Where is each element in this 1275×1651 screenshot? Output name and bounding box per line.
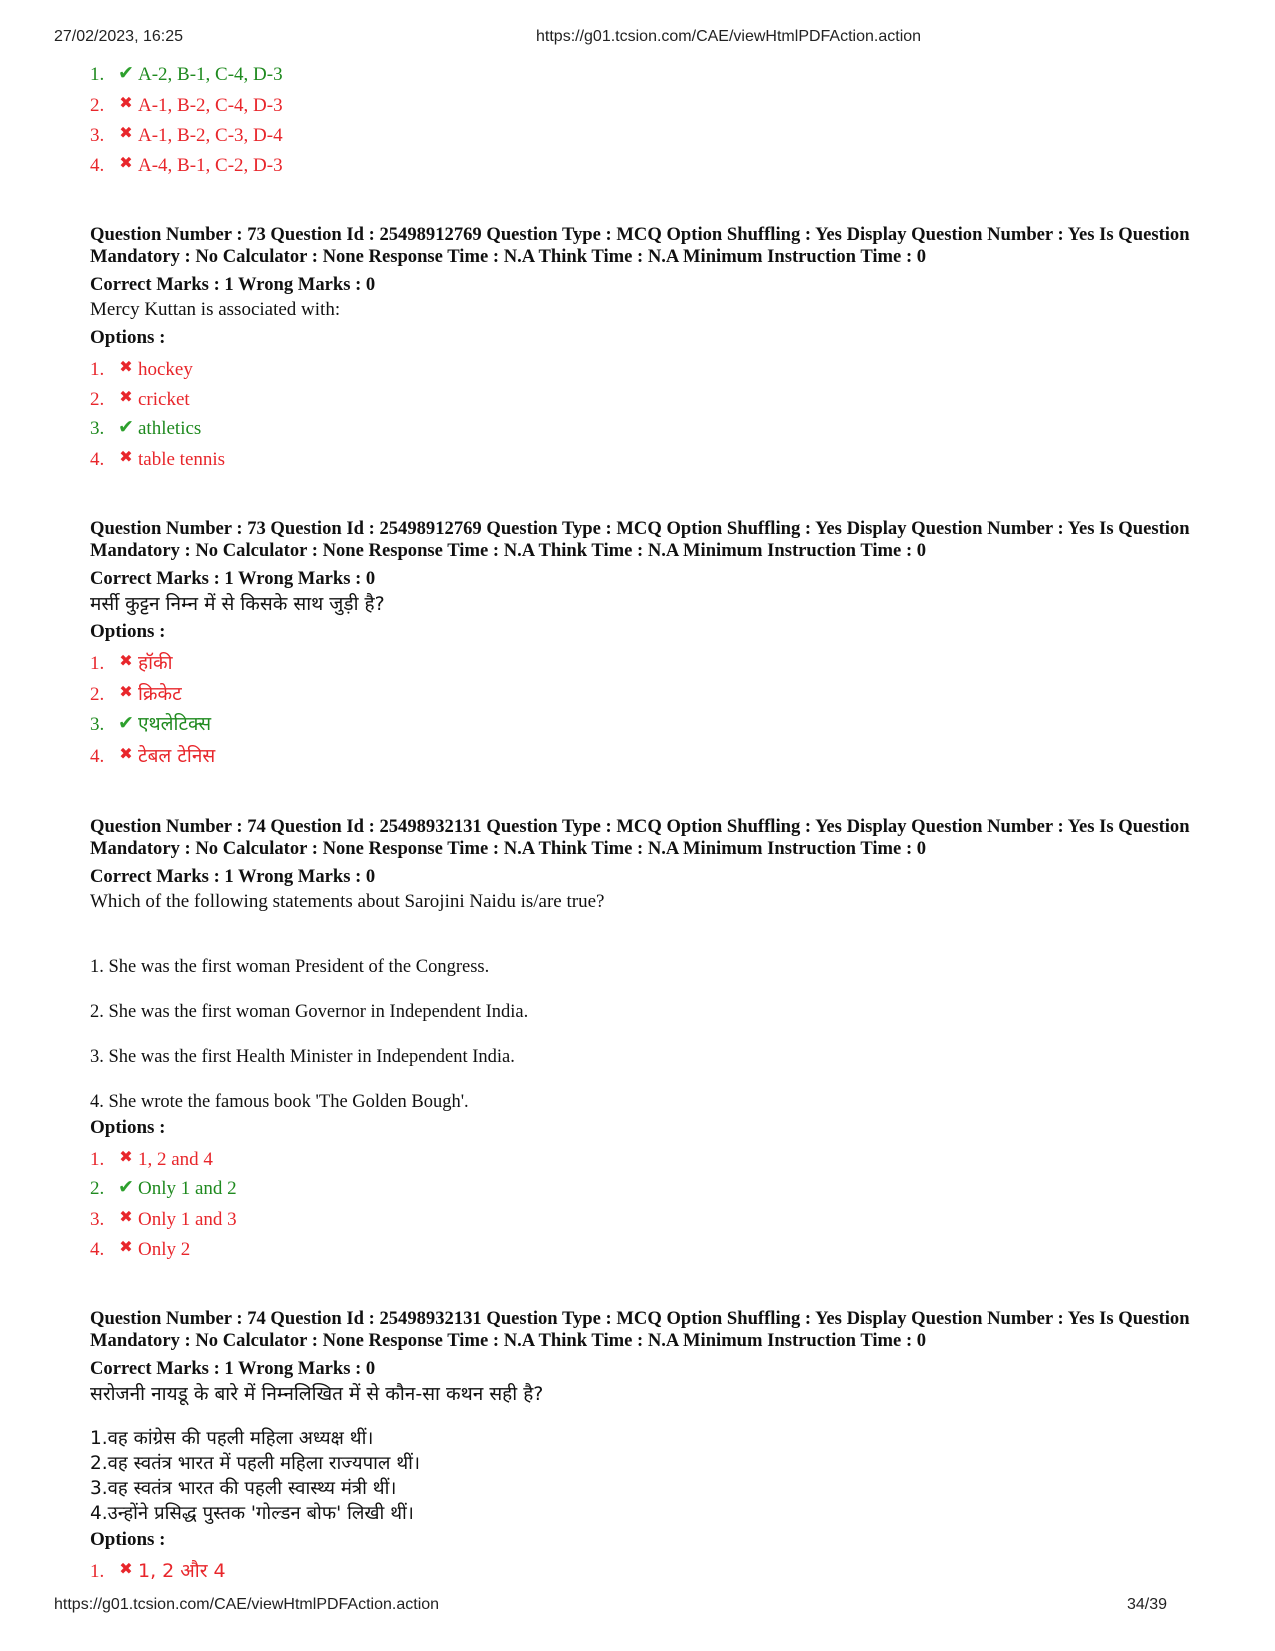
- statement-2: 2.वह स्वतंत्र भारत में पहली महिला राज्यपाल थीं।: [90, 1453, 420, 1474]
- option-3: 3. ✖ A-1, B-2, C-3, D-4: [90, 118, 1200, 148]
- option-text: A-1, B-2, C-4, D-3: [138, 95, 283, 116]
- option-3: 3. ✔ एथलेटिक्स: [90, 708, 1200, 739]
- option-text: A-1, B-2, C-3, D-4: [138, 125, 283, 146]
- option-3: 3. ✔ athletics: [90, 412, 1200, 442]
- option-4: 4. ✖ टेबल टेनिस: [90, 739, 1200, 770]
- options-list-prev: [90, 58, 1200, 178]
- statement-1: 1. She was the first woman President of the Congress.: [90, 957, 490, 977]
- question-marks: Correct Marks : 1 Wrong Marks : 0: [90, 1358, 376, 1379]
- option-text: cricket: [138, 389, 190, 410]
- question-meta: Question Number : 73 Question Id : 25498912769 Question Type : MCQ Option Shuffling : Yes Display Question Number : Yes Is Question Mandatory : No Calculator : None Response Time : N.A Think Time : N.A Minimum Instruction Time : 0: [90, 518, 1190, 561]
- question-meta: Question Number : 74 Question Id : 25498932131 Question Type : MCQ Option Shuffling : Yes Display Question Number : Yes Is Question Mandatory : No Calculator : None Response Time : N.A Think Time : N.A Minimum Instruction Time : 0: [90, 816, 1190, 859]
- print-footer-url: https://g01.tcsion.com/CAE/viewHtmlPDFAction.action: [54, 1596, 440, 1613]
- statement-4: 4.उन्होंने प्रसिद्ध पुस्तक 'गोल्डन बोफ' लिखी थीं।: [90, 1503, 414, 1524]
- option-text: क्रिकेट: [138, 683, 182, 705]
- statement-3: 3. She was the first Health Minister in Independent India.: [90, 1047, 515, 1067]
- correct-check-icon: ✔: [118, 62, 134, 84]
- question-text: सरोजनी नायडू के बारे में निम्नलिखित में से कौन-सा कथन सही है?: [90, 1383, 544, 1405]
- option-1: 1. ✖ 1, 2 and 4: [90, 1142, 1200, 1172]
- question-text: Mercy Kuttan is associated with:: [90, 299, 341, 320]
- option-text: टेबल टेनिस: [138, 745, 216, 767]
- correct-check-icon: ✔: [118, 1176, 134, 1198]
- question-paper: [90, 58, 1200, 1585]
- option-text: Only 2: [138, 1239, 191, 1260]
- wrong-cross-icon: ✖: [119, 387, 133, 406]
- question-marks: Correct Marks : 1 Wrong Marks : 0: [90, 274, 376, 295]
- wrong-cross-icon: ✖: [119, 93, 133, 112]
- question-meta: Question Number : 74 Question Id : 25498932131 Question Type : MCQ Option Shuffling : Yes Display Question Number : Yes Is Question Mandatory : No Calculator : None Response Time : N.A Think Time : N.A Minimum Instruction Time : 0: [90, 1308, 1190, 1351]
- question-meta: Question Number : 73 Question Id : 25498912769 Question Type : MCQ Option Shuffling : Yes Display Question Number : Yes Is Question Mandatory : No Calculator : None Response Time : N.A Think Time : N.A Minimum Instruction Time : 0: [90, 224, 1190, 267]
- option-1: 1. ✖ hockey: [90, 352, 1200, 382]
- print-footer: [0, 1596, 1275, 1620]
- options-label: Options :: [90, 1117, 166, 1138]
- option-2: 2. ✖ cricket: [90, 382, 1200, 412]
- question-74-english: [90, 816, 1200, 1262]
- option-text: hockey: [138, 359, 193, 380]
- option-3: 3. ✖ Only 1 and 3: [90, 1202, 1200, 1232]
- option-2: 2. ✖ क्रिकेट: [90, 677, 1200, 708]
- wrong-cross-icon: ✖: [119, 1207, 133, 1226]
- print-datetime: 27/02/2023, 16:25: [54, 28, 184, 45]
- question-73-hindi: [90, 518, 1200, 770]
- option-text: athletics: [138, 418, 202, 439]
- question-73-english: [90, 224, 1200, 472]
- option-2: 2. ✔ Only 1 and 2: [90, 1172, 1200, 1202]
- statement-2: 2. She was the first woman Governor in Independent India.: [90, 1002, 529, 1022]
- wrong-cross-icon: ✖: [119, 1237, 133, 1256]
- statement-4: 4. She wrote the famous book 'The Golden Bough'.: [90, 1092, 469, 1112]
- question-text: मर्सी कुट्टन निम्न में से किसके साथ जुड़ी है?: [90, 593, 385, 615]
- option-2: 2. ✖ A-1, B-2, C-4, D-3: [90, 88, 1200, 118]
- question-marks: Correct Marks : 1 Wrong Marks : 0: [90, 866, 376, 887]
- print-header: [0, 28, 1275, 52]
- option-1: 1. ✖ 1, 2 और 4: [90, 1554, 1200, 1585]
- option-4: 4. ✖ table tennis: [90, 442, 1200, 472]
- option-text: हॉकी: [138, 652, 173, 674]
- option-text: एथलेटिक्स: [138, 713, 212, 735]
- wrong-cross-icon: ✖: [119, 153, 133, 172]
- correct-check-icon: ✔: [118, 416, 134, 438]
- statement-3: 3.वह स्वतंत्र भारत की पहली स्वास्थ्य मंत्री थीं।: [90, 1478, 397, 1499]
- wrong-cross-icon: ✖: [119, 447, 133, 466]
- option-text: Only 1 and 2: [138, 1178, 237, 1199]
- question-marks: Correct Marks : 1 Wrong Marks : 0: [90, 568, 376, 589]
- wrong-cross-icon: ✖: [119, 123, 133, 142]
- question-text: Which of the following statements about Sarojini Naidu is/are true?: [90, 891, 605, 912]
- print-header-url: https://g01.tcsion.com/CAE/viewHtmlPDFAction.action: [536, 28, 922, 45]
- option-text: A-4, B-1, C-2, D-3: [138, 155, 283, 176]
- option-text: 1, 2 and 4: [138, 1149, 213, 1170]
- wrong-cross-icon: ✖: [119, 651, 133, 670]
- option-1: 1. ✖ हॉकी: [90, 646, 1200, 677]
- wrong-cross-icon: ✖: [119, 357, 133, 376]
- wrong-cross-icon: ✖: [119, 1147, 133, 1166]
- question-74-hindi: [90, 1308, 1200, 1585]
- wrong-cross-icon: ✖: [119, 682, 133, 701]
- option-text: 1, 2 और 4: [138, 1560, 226, 1582]
- option-1: 1. ✔ A-2, B-1, C-4, D-3: [90, 58, 1200, 88]
- correct-check-icon: ✔: [118, 712, 134, 734]
- statement-1: 1.वह कांग्रेस की पहली महिला अध्यक्ष थीं।: [90, 1428, 374, 1449]
- page-number: 34/39: [1126, 1596, 1167, 1613]
- wrong-cross-icon: ✖: [119, 744, 133, 763]
- options-label: Options :: [90, 621, 166, 642]
- options-label: Options :: [90, 327, 166, 348]
- options-label: Options :: [90, 1529, 166, 1550]
- option-4: 4. ✖ Only 2: [90, 1232, 1200, 1262]
- option-text: A-2, B-1, C-4, D-3: [138, 64, 283, 85]
- wrong-cross-icon: ✖: [119, 1559, 133, 1578]
- option-4: 4. ✖ A-4, B-1, C-2, D-3: [90, 148, 1200, 178]
- option-text: table tennis: [138, 449, 226, 470]
- option-text: Only 1 and 3: [138, 1209, 237, 1230]
